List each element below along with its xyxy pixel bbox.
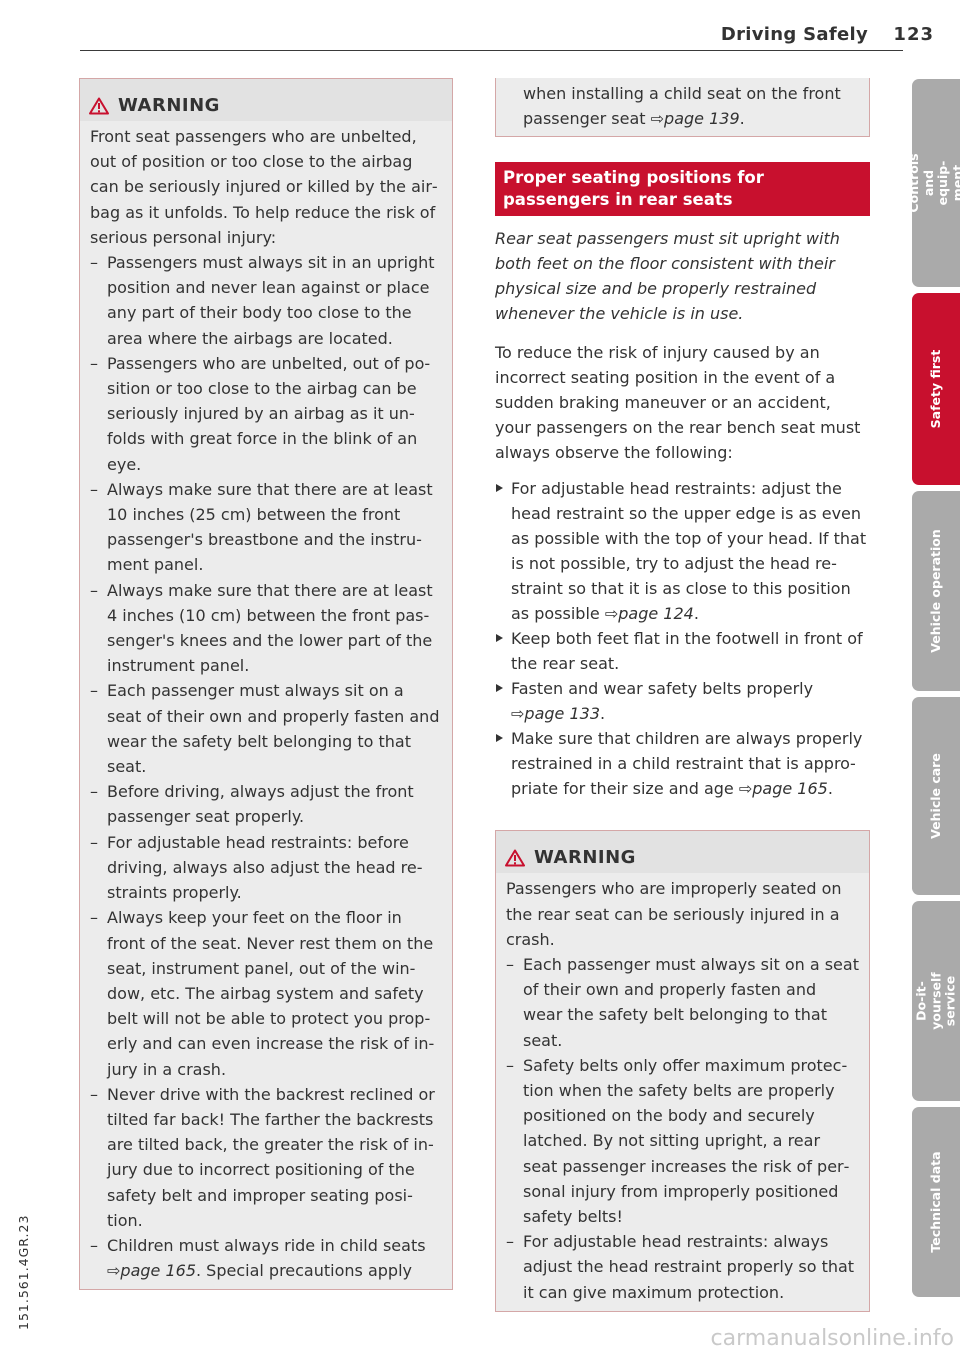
right-column bbox=[495, 78, 870, 1312]
reference-arrow-icon: ⇨ bbox=[604, 604, 619, 624]
warning-triangle-icon bbox=[89, 97, 109, 115]
list-item: – Passengers who are unbelted, out of position or too close to the airbag can be seriously injured by an airbag as it unfolds with great force in the blink of an eye. bbox=[90, 351, 442, 477]
step-item: Fasten and wear safety belts properly ⇨page 133. bbox=[495, 676, 870, 726]
section-heading: Proper seating positions for passengers in rear seats bbox=[495, 162, 870, 216]
step-item: Make sure that children are always properly restrained in a child restraint that is appropriate for their size and age ⇨page 165. bbox=[495, 726, 870, 801]
list-item: – Never drive with the backrest reclined or tilted far back! The farther the backrests are tilted back, the greater the risk of injury due to incorrect positioning of the safety belt and improper seating position. bbox=[90, 1082, 442, 1233]
warning-list bbox=[90, 250, 442, 1283]
warning-box-front-seat bbox=[79, 78, 453, 1290]
tab-label: Vehicle care bbox=[927, 753, 943, 839]
warning-intro: Front seat passengers who are unbelted, out of position or too close to the airbag can be seriously injured or killed by the airbag as it unfolds. To help reduce the risk of serious personal injury: bbox=[90, 127, 438, 247]
tab-label: Controls and equip- ment bbox=[906, 153, 965, 213]
list-item: – For adjustable head restraints: before driving, always also adjust the head restraints properly. bbox=[90, 830, 442, 906]
reference-arrow-icon: ⇨ bbox=[650, 109, 665, 129]
tab-vehicle-care[interactable] bbox=[912, 697, 960, 895]
header-rule bbox=[80, 50, 903, 51]
reference-arrow-icon: ⇨ bbox=[107, 1261, 121, 1281]
list-item: – Always make sure that there are at least 10 inches (25 cm) between the front passenger's breastbone and the instrument panel. bbox=[90, 477, 442, 578]
list-item: – Each passenger must always sit on a seat of their own and properly fasten and wear the safety belt belonging to that seat. bbox=[90, 678, 442, 779]
watermark: carmanualsonline.info bbox=[710, 1326, 954, 1351]
list-item: – Always keep your feet on the floor in front of the seat. Never rest them on the seat, instrument panel, out of the window, etc. The airbag system and safety belt will not be able to protect you properly and can even increase the risk of injury in a crash. bbox=[90, 905, 442, 1081]
warning-intro: Passengers who are improperly seated on the rear seat can be seriously injured in a crash. bbox=[506, 879, 842, 949]
page-number: 123 bbox=[893, 24, 934, 45]
warning-triangle-icon bbox=[505, 849, 525, 867]
tab-label: Vehicle operation bbox=[927, 529, 943, 653]
step-item: Keep both feet flat in the footwell in front of the rear seat. bbox=[495, 626, 870, 676]
warning-title: WARNING bbox=[118, 95, 220, 116]
tab-label: Safety first bbox=[927, 349, 943, 429]
page-reference-link[interactable]: ⇨page 139 bbox=[650, 109, 740, 129]
list-item: – Each passenger must always sit on a seat of their own and properly fasten and wear the safety belt belonging to that seat. bbox=[506, 952, 859, 1053]
document-code: 151.561.4GR.23 bbox=[16, 1214, 31, 1330]
page-reference-link[interactable]: ⇨page 165 bbox=[738, 779, 828, 799]
chapter-title: Driving Safely bbox=[720, 24, 868, 45]
tab-label: Do-it-yourself service bbox=[913, 972, 958, 1030]
tab-label: Technical data bbox=[927, 1151, 943, 1253]
page-reference-link[interactable]: ⇨page 165 bbox=[107, 1261, 196, 1281]
warning-body bbox=[80, 121, 452, 1289]
tab-do-it-yourself-service[interactable] bbox=[912, 901, 960, 1101]
page-reference-link[interactable]: ⇨page 124 bbox=[604, 604, 694, 624]
warning-header bbox=[80, 79, 452, 121]
tab-vehicle-operation[interactable] bbox=[912, 491, 960, 691]
reference-arrow-icon: ⇨ bbox=[738, 779, 753, 799]
list-item: – Children must always ride in child seats ⇨page 165. Special precautions apply bbox=[90, 1233, 442, 1283]
tab-controls-and-equipment[interactable] bbox=[906, 79, 965, 287]
warning-body bbox=[496, 873, 869, 1310]
warning-list bbox=[506, 952, 859, 1305]
list-item: – For adjustable head restraints: always adjust the head restraint properly so that it can give maximum protection. bbox=[506, 1229, 859, 1305]
warning-box-rear-seat bbox=[495, 830, 870, 1311]
warning-title: WARNING bbox=[534, 847, 636, 869]
continuation-text: when installing a child seat on the front passenger seat bbox=[523, 84, 841, 129]
list-item: – Safety belts only offer maximum protection when the safety belts are properly positioned on the body and securely latched. By not sitting upright, a rear seat passenger increases the risk of personal injury from improperly positioned safety belts! bbox=[506, 1053, 859, 1229]
step-item: For adjustable head restraints: adjust the head restraint so the upper edge is as even as possible with the top of your head. If that is not possible, try to adjust the head restraint so that it is as close to this position as possible ⇨page 124. bbox=[495, 476, 870, 626]
list-item: – Passengers must always sit in an upright position and never lean against or place any part of their body too close to the area where the airbags are located. bbox=[90, 250, 442, 351]
instruction-steps bbox=[495, 476, 870, 801]
left-column bbox=[79, 78, 453, 1290]
section-intro: Rear seat passengers must sit upright with both feet on the floor consistent with their physical size and be properly restrained whenever the vehicle is in use. bbox=[495, 229, 840, 324]
page-reference-link[interactable]: ⇨page 133 bbox=[511, 704, 600, 724]
list-item-text: Children must always ride in child seats bbox=[107, 1235, 426, 1255]
section-body: To reduce the risk of injury caused by an incorrect seating position in the event of a sudden braking maneuver or an accident, your passengers on the rear bench seat must always observe the following: bbox=[495, 343, 861, 463]
tab-safety-first[interactable] bbox=[912, 293, 960, 485]
list-item: – Always make sure that there are at least 4 inches (10 cm) between the front passenger's knees and the lower part of the instrument panel. bbox=[90, 578, 442, 679]
warning-header bbox=[496, 831, 869, 873]
reference-arrow-icon: ⇨ bbox=[511, 704, 525, 724]
list-item: – Before driving, always adjust the front passenger seat properly. bbox=[90, 779, 442, 829]
warning-continuation: when installing a child seat on the front passenger seat ⇨page 139. bbox=[495, 78, 870, 137]
tab-technical-data[interactable] bbox=[912, 1107, 960, 1297]
